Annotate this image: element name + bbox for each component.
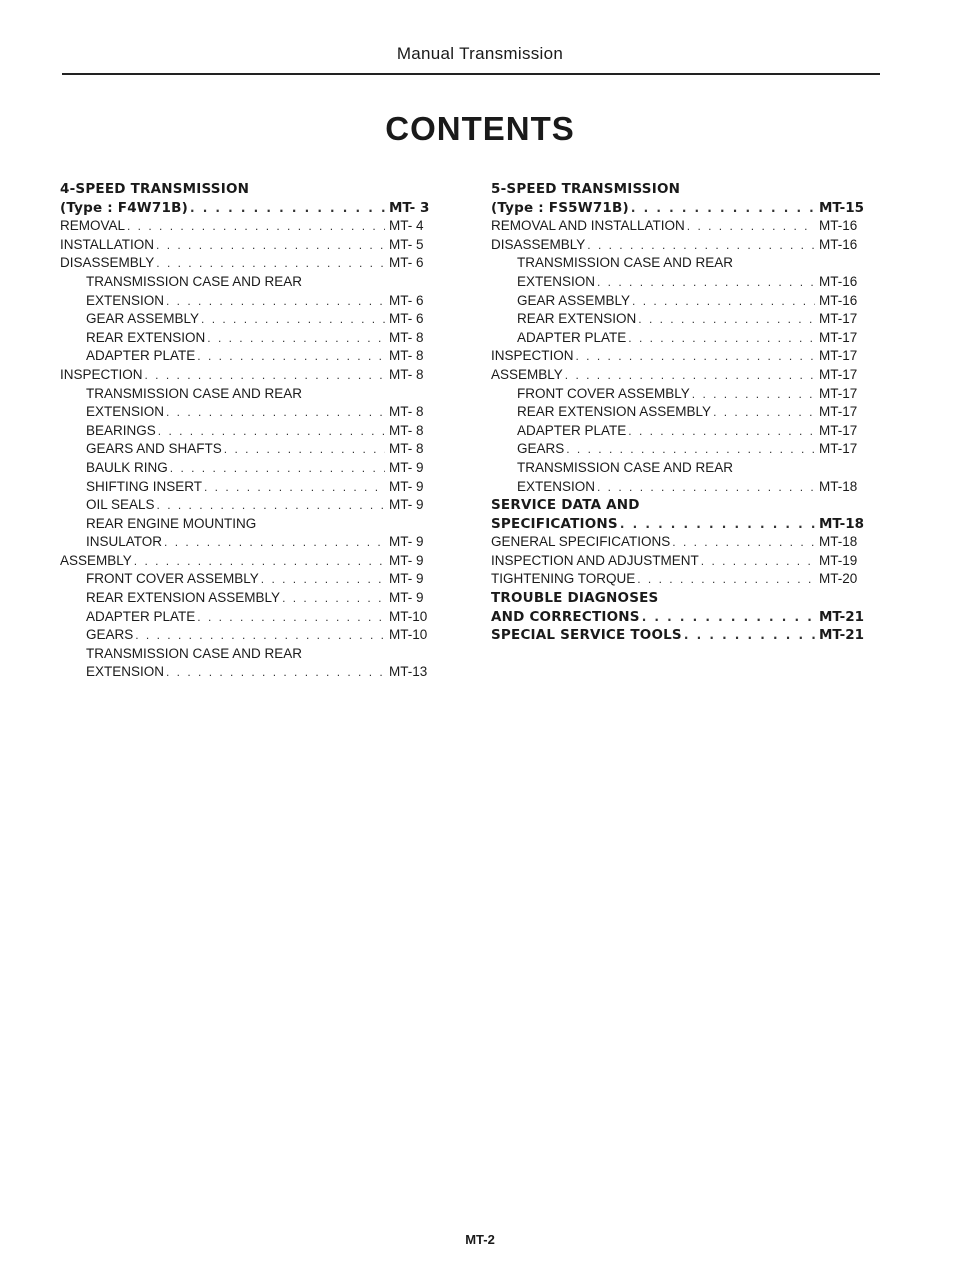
toc-entry [491, 236, 871, 255]
toc-entry [491, 570, 871, 589]
toc-entry [491, 199, 871, 218]
toc-entry-page: MT- 8 [389, 441, 424, 457]
toc-entry [491, 385, 871, 404]
toc-entry [491, 552, 871, 571]
toc-entry-title: AND CORRECTIONS [491, 608, 640, 625]
toc-entry [60, 589, 435, 608]
toc-entry-page: MT-10 [389, 627, 428, 643]
toc-leader-dots [158, 422, 385, 441]
toc-leader-dots [632, 292, 815, 311]
toc-entry-page: MT- 8 [389, 348, 424, 364]
toc-entry [60, 440, 435, 459]
toc-entry-page: MT-16 [819, 218, 858, 234]
toc-entry-page: MT-15 [819, 199, 865, 216]
toc-entry [491, 273, 871, 292]
toc-entry [491, 254, 871, 273]
toc-leader-dots [692, 385, 815, 404]
toc-entry-page: MT- 6 [389, 292, 424, 308]
toc-entry-page: MT-17 [819, 422, 858, 438]
toc-entry [60, 366, 435, 385]
toc-entry [60, 608, 435, 627]
toc-entry-title: GEAR ASSEMBLY [517, 292, 631, 308]
toc-entry-title: TRANSMISSION CASE AND REAR [86, 273, 303, 289]
toc-entry [60, 496, 435, 515]
toc-entry-page: MT-17 [819, 385, 858, 401]
header-rule [62, 73, 880, 75]
toc-entry-page: MT-17 [819, 404, 858, 420]
toc-entry-title: INSPECTION [60, 366, 143, 382]
toc-entry-title: 5-SPEED TRANSMISSION [491, 181, 681, 197]
toc-entry-page: MT-17 [819, 366, 858, 382]
toc-entry-title: BEARINGS [86, 422, 156, 438]
toc-entry-title: EXTENSION [86, 404, 165, 420]
toc-leader-dots [166, 663, 385, 682]
toc-entry [60, 217, 435, 236]
toc-leader-dots [282, 589, 385, 608]
toc-entry-page: MT-21 [819, 608, 865, 625]
toc-entry [491, 217, 871, 236]
toc-entry [60, 515, 435, 534]
toc-leader-dots [638, 310, 815, 329]
toc-entry-title: 4-SPEED TRANSMISSION [60, 181, 250, 197]
toc-entry [60, 663, 435, 682]
toc-entry [60, 533, 435, 552]
toc-entry-title: GEARS AND SHAFTS [86, 441, 222, 457]
toc-entry-page: MT-16 [819, 236, 858, 252]
toc-entry-title: INSULATOR [86, 534, 163, 550]
toc-entry [491, 440, 871, 459]
toc-entry [491, 366, 871, 385]
toc-entry-page: MT-16 [819, 292, 858, 308]
toc-entry-page: MT- 9 [389, 534, 424, 550]
toc-entry [60, 385, 435, 404]
toc-entry [491, 310, 871, 329]
toc-leader-dots [672, 533, 815, 552]
toc-entry [491, 180, 871, 199]
toc-entry-title: INSTALLATION [60, 236, 155, 252]
toc-entry-title: REAR EXTENSION ASSEMBLY [86, 590, 281, 606]
toc-entry-page: MT-17 [819, 329, 858, 345]
toc-leader-dots [197, 347, 385, 366]
toc-entry-title: GEARS [86, 627, 134, 643]
toc-entry [60, 236, 435, 255]
toc-leader-dots [620, 515, 815, 534]
page-number: MT-2 [465, 1232, 495, 1247]
toc-entry-title: EXTENSION [517, 478, 596, 494]
toc-leader-dots [713, 403, 815, 422]
toc-entry [60, 459, 435, 478]
toc-entry-title: ASSEMBLY [491, 366, 563, 382]
toc-entry-title: BAULK RING [86, 459, 168, 475]
toc-leader-dots [631, 199, 815, 218]
toc-entry-page: MT-17 [819, 348, 858, 364]
toc-entry-page: MT-18 [819, 534, 858, 550]
toc-leader-dots [190, 199, 385, 218]
toc-leader-dots [628, 422, 815, 441]
toc-entry-title: DISASSEMBLY [60, 255, 155, 271]
toc-leader-dots [576, 347, 815, 366]
toc-leader-dots [642, 608, 815, 627]
toc-entry-title: ADAPTER PLATE [86, 348, 196, 364]
toc-entry-title: REAR ENGINE MOUNTING [86, 515, 257, 531]
toc-entry-title: TROUBLE DIAGNOSES [491, 590, 659, 607]
toc-entry-page: MT- 8 [389, 404, 424, 420]
toc-entry-title: ADAPTER PLATE [517, 329, 627, 345]
toc-leader-dots [156, 254, 385, 273]
toc-leader-dots [135, 626, 385, 645]
toc-entry [60, 478, 435, 497]
toc-entry-page: MT- 9 [389, 459, 424, 475]
toc-entry-page: MT-20 [819, 571, 858, 587]
toc-entry [491, 496, 871, 515]
toc-entry-page: MT- 9 [389, 590, 424, 606]
toc-entry [60, 552, 435, 571]
toc-entry-page: MT-13 [389, 664, 428, 680]
toc-leader-dots [164, 533, 385, 552]
toc-entry [491, 422, 871, 441]
toc-leader-dots [170, 459, 385, 478]
toc-entry-title: SERVICE DATA AND [491, 497, 640, 514]
toc-entry-title: OIL SEALS [86, 497, 155, 513]
toc-leader-dots [127, 217, 385, 236]
toc-entry-title: TRANSMISSION CASE AND REAR [86, 645, 303, 661]
toc-entry-page: MT-16 [819, 273, 858, 289]
toc-entry-title: ASSEMBLY [60, 552, 132, 568]
toc-leader-dots [156, 236, 385, 255]
toc-entry-title: (Type : FS5W71B) [491, 199, 629, 216]
toc-entry-title: (Type : F4W71B) [60, 199, 188, 216]
toc-entry [60, 329, 435, 348]
toc-entry-title: GENERAL SPECIFICATIONS [491, 534, 671, 550]
toc-entry-page: MT- 6 [389, 311, 424, 327]
toc-entry [60, 645, 435, 664]
toc-entry-title: EXTENSION [517, 273, 596, 289]
toc-entry [491, 347, 871, 366]
toc-entry-page: MT- 8 [389, 329, 424, 345]
toc-leader-dots [587, 236, 815, 255]
toc-leader-dots [597, 273, 815, 292]
toc-leader-dots [261, 570, 385, 589]
toc-entry-title: REAR EXTENSION [517, 311, 637, 327]
toc-entry [491, 292, 871, 311]
toc-entry-page: MT- 9 [389, 478, 424, 494]
toc-entry [60, 310, 435, 329]
toc-right-column [491, 180, 871, 645]
toc-entry-title: INSPECTION AND ADJUSTMENT [491, 552, 699, 568]
toc-entry-page: MT-19 [819, 552, 858, 568]
toc-entry [60, 403, 435, 422]
toc-entry-page: MT-10 [389, 608, 428, 624]
toc-entry [491, 515, 871, 534]
toc-entry-title: SHIFTING INSERT [86, 478, 203, 494]
page-header-title: Manual Transmission [396, 44, 564, 63]
toc-entry-title: REMOVAL AND INSTALLATION [491, 218, 685, 234]
toc-entry [491, 626, 871, 645]
toc-entry-title: TRANSMISSION CASE AND REAR [517, 255, 734, 271]
toc-entry-page: MT- 6 [389, 255, 424, 271]
toc-entry-title: GEARS [517, 441, 565, 457]
toc-entry-page: MT-18 [819, 515, 865, 532]
toc-leader-dots [166, 403, 385, 422]
toc-entry [491, 478, 871, 497]
toc-entry-title: GEAR ASSEMBLY [86, 311, 200, 327]
toc-entry-title: TIGHTENING TORQUE [491, 571, 636, 587]
toc-entry [60, 180, 435, 199]
toc-entry [491, 589, 871, 608]
toc-entry [491, 459, 871, 478]
toc-entry [60, 570, 435, 589]
toc-entry [60, 626, 435, 645]
toc-entry [491, 403, 871, 422]
toc-entry-title: INSPECTION [491, 348, 574, 364]
toc-entry-title: SPECIAL SERVICE TOOLS [491, 627, 682, 644]
toc-entry [491, 608, 871, 627]
toc-entry-page: MT-21 [819, 627, 865, 644]
toc-leader-dots [684, 626, 815, 645]
toc-leader-dots [597, 478, 815, 497]
toc-entry [60, 273, 435, 292]
toc-entry [491, 533, 871, 552]
toc-leader-dots [628, 329, 815, 348]
toc-entry [60, 347, 435, 366]
toc-entry-title: REAR EXTENSION [86, 329, 206, 345]
toc-leader-dots [166, 292, 385, 311]
toc-leader-dots [701, 552, 815, 571]
toc-entry [60, 254, 435, 273]
toc-entry-title: TRANSMISSION CASE AND REAR [86, 385, 303, 401]
toc-entry [60, 199, 435, 218]
toc-entry-page: MT- 9 [389, 552, 424, 568]
toc-entry-title: ADAPTER PLATE [86, 608, 196, 624]
toc-entry-title: REMOVAL [60, 218, 126, 234]
toc-entry [60, 422, 435, 441]
toc-entry-title: EXTENSION [86, 292, 165, 308]
toc-leader-dots [566, 440, 815, 459]
contents-title: CONTENTS [385, 110, 575, 147]
toc-entry-page: MT- 5 [389, 236, 424, 252]
toc-entry-page: MT- 8 [389, 422, 424, 438]
toc-entry [60, 292, 435, 311]
toc-entry-page: MT- 9 [389, 571, 424, 587]
toc-entry-title: EXTENSION [86, 664, 165, 680]
toc-entry-title: ADAPTER PLATE [517, 422, 627, 438]
toc-leader-dots [637, 570, 815, 589]
toc-entry-page: MT- 4 [389, 218, 424, 234]
toc-entry-title: TRANSMISSION CASE AND REAR [517, 459, 734, 475]
toc-entry-title: REAR EXTENSION ASSEMBLY [517, 404, 712, 420]
toc-entry-page: MT-18 [819, 478, 858, 494]
toc-entry-title: FRONT COVER ASSEMBLY [86, 571, 259, 587]
toc-leader-dots [134, 552, 385, 571]
toc-entry-title: SPECIFICATIONS [491, 515, 618, 532]
toc-entry-title: DISASSEMBLY [491, 236, 586, 252]
toc-leader-dots [145, 366, 385, 385]
toc-entry-page: MT-17 [819, 311, 858, 327]
toc-leader-dots [201, 310, 385, 329]
toc-entry-page: MT- 9 [389, 497, 424, 513]
toc-leader-dots [204, 478, 385, 497]
toc-entry [491, 329, 871, 348]
toc-leader-dots [157, 496, 385, 515]
toc-leader-dots [687, 217, 815, 236]
toc-entry-page: MT- 3 [389, 199, 430, 216]
toc-left-column [60, 180, 435, 682]
toc-entry-title: FRONT COVER ASSEMBLY [517, 385, 690, 401]
toc-entry-page: MT-17 [819, 441, 858, 457]
toc-leader-dots [224, 440, 385, 459]
toc-leader-dots [197, 608, 385, 627]
toc-leader-dots [565, 366, 815, 385]
toc-entry-page: MT- 8 [389, 366, 424, 382]
toc-leader-dots [207, 329, 385, 348]
